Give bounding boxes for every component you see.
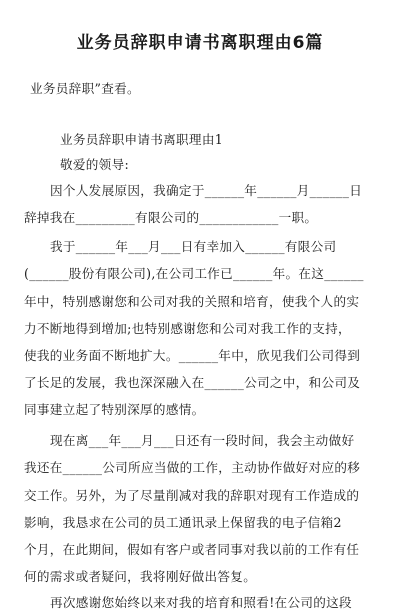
subheading: 业务员辞职申请书离职理由1 [60, 132, 224, 147]
paragraph-line: 同事建立起了特别深厚的感情。 [24, 402, 205, 417]
paragraph-line: (______股份有限公司),在公司工作已______年。在这______ [24, 266, 364, 281]
paragraph-line: 辞掉我在_________有限公司的____________一职。 [24, 210, 318, 225]
paragraph-line: 我于______年___月___日有幸加入______有限公司 [50, 239, 337, 254]
paragraph-line: 再次感谢您始终以来对我的培育和照看!在公司的这段 [50, 595, 352, 610]
paragraph-line: 个月，在此期间，假如有客户或者同事对我以前的工作有任 [24, 542, 360, 557]
intro-line: 业务员辞职”查看。 [30, 81, 140, 96]
paragraph-line: 使我的业务面不断地扩大。______年中，欣见我们公司得到 [24, 348, 361, 363]
paragraph-line: 力不断地得到增加;也特别感谢您和公司对我工作的支持， [24, 321, 351, 336]
paragraph-line: 年中，特别感谢您和公司对我的关照和培育，使我个人的实 [24, 294, 360, 309]
paragraph-line: 交工作。另外，为了尽量削减对我的辞职对现有工作造成的 [24, 488, 360, 503]
salutation: 敬爱的领导: [60, 157, 130, 172]
paragraph-line: 因个人发展原因，我确定于______年______月______日 [50, 183, 363, 198]
document-title: 业务员辞职申请书离职理由6篇 [76, 33, 324, 53]
paragraph-line: 现在离___年___月___日还有一段时间，我会主动做好 [50, 433, 355, 448]
paragraph-line: 何的需求或者疑问，我将刚好做出答复。 [24, 569, 257, 584]
paragraph-line: 我还在______公司所应当做的工作，主动协作做好对应的移 [24, 460, 361, 475]
paragraph-line: 了长足的发展，我也深深融入在______公司之中，和公司及 [24, 375, 361, 390]
paragraph-line: 影响，我恳求在公司的员工通讯录上保留我的电子信箱2 [24, 515, 342, 530]
